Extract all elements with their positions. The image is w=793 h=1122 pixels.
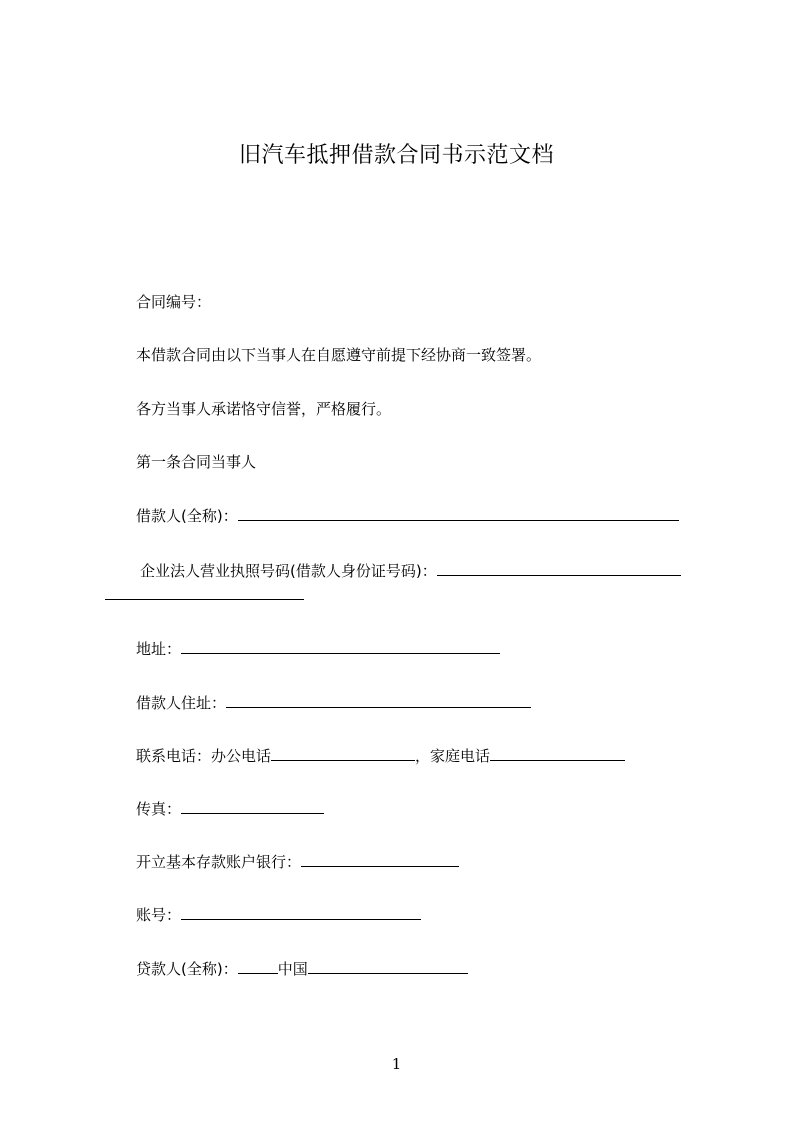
bank-label: 开立基本存款账户银行： (136, 853, 302, 871)
bank-line (136, 851, 459, 872)
document-title: 旧汽车抵押借款合同书示范文档 (238, 143, 554, 168)
intro-paragraph-1: 本借款合同由以下当事人在自愿遵守前提下经协商一致签署。 (136, 346, 542, 364)
lender-value: 中国 (277, 960, 308, 978)
lender-prefix-blank[interactable] (238, 958, 278, 974)
borrower-name-label: 借款人(全称)： (136, 507, 238, 525)
home-phone-blank[interactable] (490, 745, 625, 761)
phone-line (136, 745, 625, 766)
residence-label: 借款人住址： (136, 694, 227, 712)
contract-number-label: 合同编号： (136, 293, 212, 311)
account-line (136, 904, 421, 925)
home-phone-label: ，家庭电话 (415, 747, 491, 765)
lender-label: 贷款人(全称)： (136, 960, 238, 978)
contract-number-line (136, 292, 211, 312)
license-number-line (140, 560, 681, 581)
office-phone-blank[interactable] (271, 745, 415, 761)
license-number-label: 企业法人营业执照号码(借款人身份证号码)： (140, 562, 437, 580)
article-1-heading: 第一条合同当事人 (136, 453, 257, 471)
borrower-name-blank[interactable] (238, 505, 679, 521)
address-label: 地址： (136, 640, 182, 658)
license-number-blank-continued[interactable] (105, 599, 304, 600)
office-phone-label: 联系电话：办公电话 (136, 747, 272, 765)
residence-blank[interactable] (226, 692, 531, 708)
license-number-blank[interactable] (437, 560, 681, 576)
lender-name-blank[interactable] (308, 958, 468, 974)
bank-blank[interactable] (301, 851, 459, 867)
account-label: 账号： (136, 906, 182, 924)
fax-blank[interactable] (181, 798, 324, 814)
account-blank[interactable] (181, 904, 421, 920)
borrower-name-line (136, 505, 679, 526)
residence-line (136, 692, 531, 713)
fax-line (136, 798, 324, 819)
fax-label: 传真： (136, 800, 182, 818)
address-blank[interactable] (181, 638, 500, 654)
page-number: 1 (391, 1055, 402, 1073)
address-line (136, 638, 500, 659)
lender-line (136, 958, 468, 979)
intro-paragraph-2: 各方当事人承诺恪守信誉，严格履行。 (136, 400, 392, 418)
